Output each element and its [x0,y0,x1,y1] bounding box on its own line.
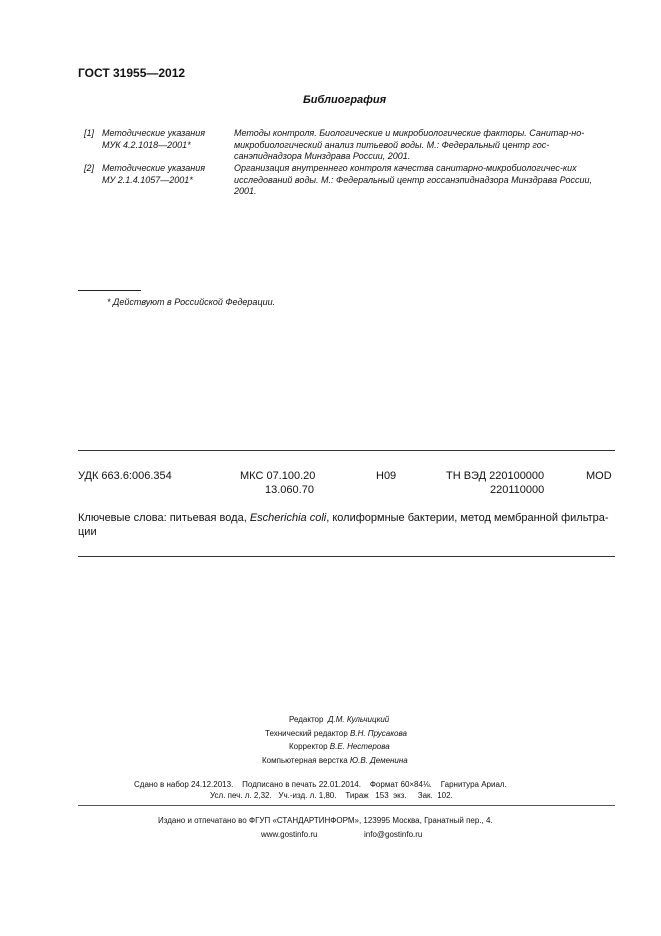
tnved-line: 220110000 [490,484,545,496]
publisher-address: Издано и отпечатано во ФГУП «СТАНДАРТИНФОРМ», 123995 Москва, Гранатный пер., 4. [158,816,493,825]
bib-item-number: [1] [84,128,95,138]
footnote: * Действуют в Российской Федерации. [107,297,276,307]
credit-name: В.Е. Нестерова [329,742,390,751]
mod-label: MOD [586,470,612,482]
document-header: ГОСТ 31955—2012 [78,66,186,80]
bib-item-number: [2] [84,163,95,173]
footnote-divider [78,290,141,291]
bib-source-line: МУК 4.2.1018—2001* [102,139,191,150]
bib-source-line: Методические указания [102,128,206,138]
print-info-line: Сдано в набор 24.12.2013. Подписано в печать 22.01.2014. Формат 60×84⅛. Гарнитура Ариал. [134,780,507,789]
classification-top-rule [78,450,615,451]
credit-layout [262,754,408,768]
bib-item-source [102,163,205,186]
tnved-line: ТН ВЭД 220100000 [446,470,545,482]
credit-name: В.Н. Прусакова [350,729,407,738]
credit-corrector [289,740,390,754]
keywords [78,511,618,539]
keywords-label: Ключевые слова: питьевая вода, [78,512,250,524]
keywords-rest: , колиформные бактерии, метод мембранной фильтра-ции [78,512,609,538]
mks-code [240,469,315,497]
publisher-website[interactable]: www.gostinfo.ru [261,830,318,839]
credit-label: Корректор [289,742,328,751]
credit-label: Компьютерная верстка [262,756,348,765]
print-info-line: Усл. печ. л. 2,32. Уч.-изд. л. 1,80. Тираж 153 экз. Зак. 102. [210,791,453,800]
bib-source-line: Методические указания [102,163,206,173]
publisher-rule [78,805,615,806]
publisher-email[interactable]: info@gostinfo.ru [364,830,423,839]
credit-label: Технический редактор [265,729,348,738]
tnved-code [446,469,544,497]
udk-code: УДК 663.6:006.354 [78,470,172,482]
bibliography-title: Библиография [303,94,387,106]
mks-line: МКС 07.100.20 [240,470,316,482]
bib-source-line: МУ 2.1.4.1057—2001* [102,174,193,185]
credit-editor [289,713,389,727]
credit-name: Ю.В. Деменина [349,756,408,765]
credit-tech-editor [265,727,407,741]
bib-item-text: Организация внутреннего контроля качества санитарно-микробиологичес-ких исследований воды. М.: Федеральный центр госсанэпиднадзора Минздрава России, 2001. [234,163,593,196]
okp-code: H09 [376,470,397,482]
bib-item-text: Методы контроля. Биологические и микробиологические факторы. Санитар-но-микробиологический анализ питьевой воды. М.: Федеральный центр гос-санэпиднадзора Минздрава России, 2001. [234,128,585,161]
classification-bottom-rule [78,556,615,557]
credit-name: Д.М. Кульчицкий [327,715,390,724]
keywords-italic: Escherichia coli [249,512,327,524]
bib-item-source [102,128,205,151]
mks-line: 13.060.70 [265,484,314,496]
credit-label: Редактор [289,715,324,724]
